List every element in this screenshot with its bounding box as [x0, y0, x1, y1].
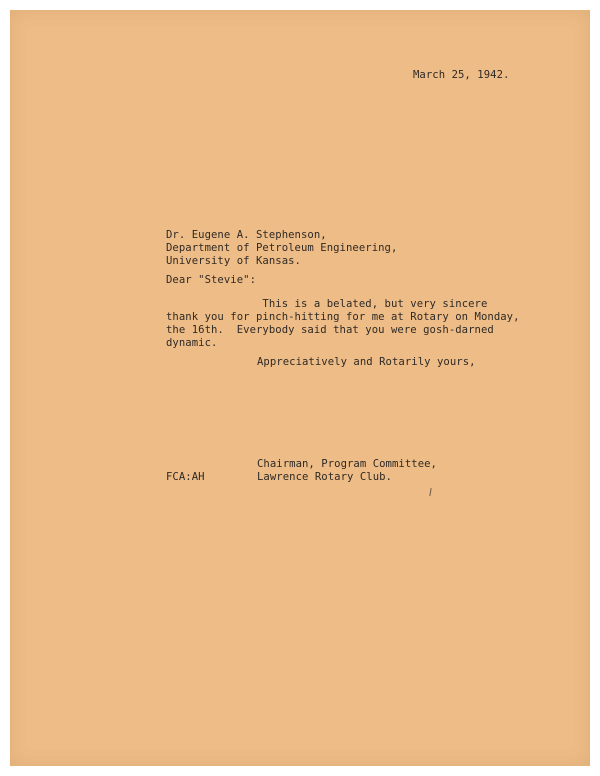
recipient-name: Dr. Eugene A. Stephenson, — [166, 229, 327, 241]
complimentary-close: Appreciatively and Rotarily yours, — [257, 356, 476, 368]
letter-body — [166, 298, 520, 350]
body-line-4: dynamic. — [166, 337, 218, 349]
reference-initials: FCA:AH — [166, 471, 205, 483]
recipient-department: Department of Petroleum Engineering, — [166, 242, 398, 254]
recipient-address — [166, 229, 397, 268]
body-line-3: the 16th. Everybody said that you were gosh-darned — [166, 324, 494, 336]
signature-organization: Lawrence Rotary Club. — [257, 471, 392, 483]
body-line-1: This is a belated, but very sincere — [262, 298, 488, 310]
salutation: Dear "Stevie": — [166, 274, 256, 286]
letter-date: March 25, 1942. — [413, 69, 510, 81]
letter-page — [10, 10, 590, 766]
pen-mark — [429, 488, 431, 496]
body-line-2: thank you for pinch-hitting for me at Rotary on Monday, — [166, 311, 520, 323]
recipient-institution: University of Kansas. — [166, 255, 301, 267]
signature-title: Chairman, Program Committee, — [257, 458, 437, 470]
signature-block — [257, 458, 437, 484]
